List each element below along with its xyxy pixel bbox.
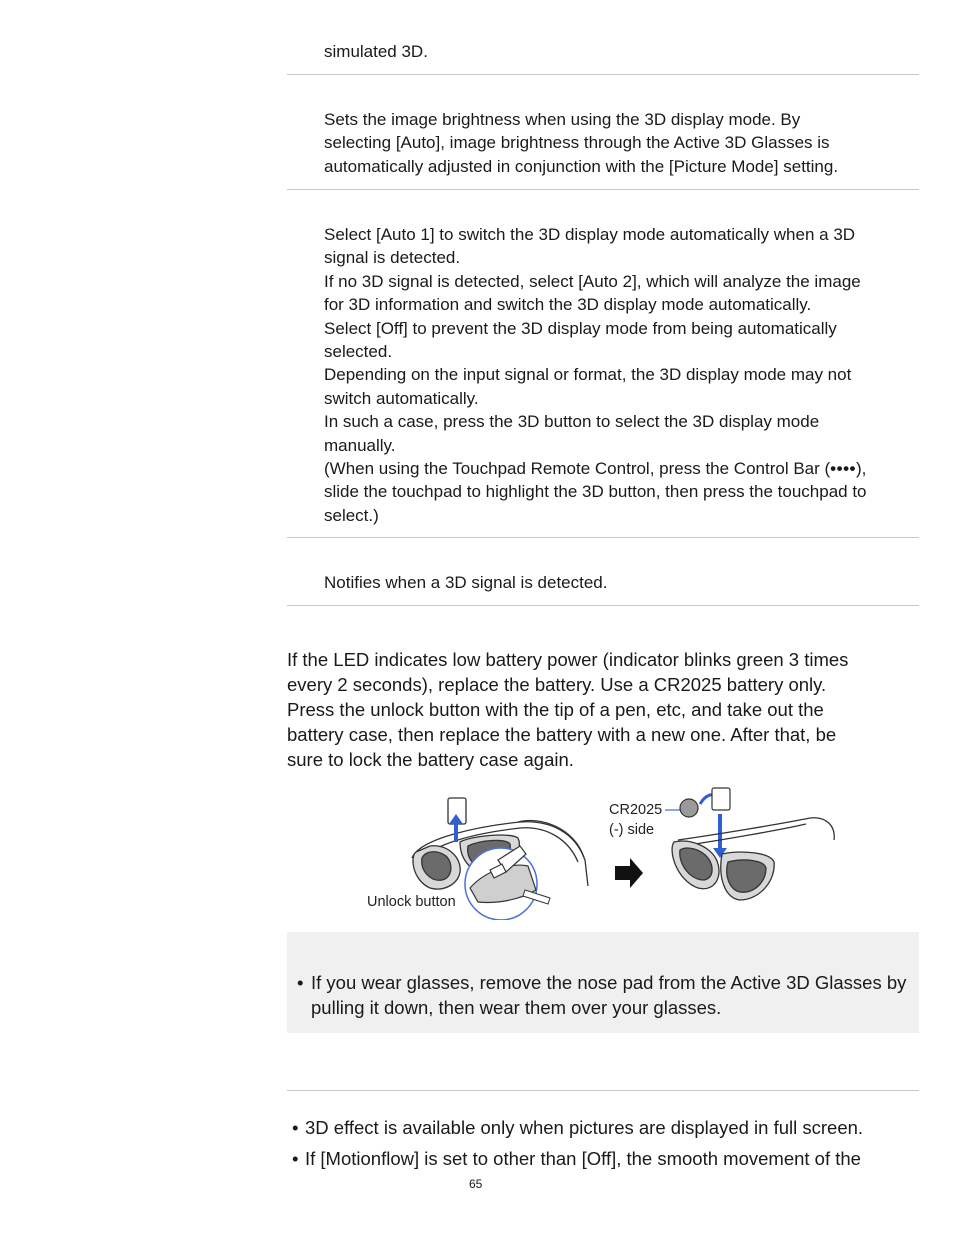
touchpad-text-pre: (When using the Touchpad Remote Control, press the Control Bar ( xyxy=(324,459,831,479)
description-line: for 3D information and switch the 3D display mode automatically. xyxy=(324,295,812,315)
description-line: If no 3D signal is detected, select [Auto 2], which will analyze the image xyxy=(324,271,861,291)
battery-line: every 2 seconds), replace the battery. Use a CR2025 battery only. xyxy=(287,674,827,695)
description-line: slide the touchpad to highlight the 3D button, then press the touchpad to xyxy=(324,482,867,502)
setting-description-brightness xyxy=(324,108,924,178)
description-line: In such a case, press the 3D button to select the 3D display mode xyxy=(324,412,820,432)
battery-case-icon xyxy=(712,788,730,810)
description-line: simulated 3D. xyxy=(324,42,428,61)
battery-line: Press the unlock button with the tip of a pen, etc, and take out the xyxy=(287,699,824,720)
battery-side-label: (-) side xyxy=(609,822,655,838)
battery-line: sure to lock the battery case again. xyxy=(287,749,574,770)
description-line: Select [Auto 1] to switch the 3D display mode automatically when a 3D xyxy=(324,225,856,244)
description-line: Depending on the input signal or format, the 3D display mode may not xyxy=(324,365,852,385)
description-line: signal is detected. xyxy=(324,248,461,268)
divider xyxy=(287,189,919,190)
battery-instructions xyxy=(287,647,927,772)
battery-line: If the LED indicates low battery power (indicator blinks green 3 times xyxy=(287,649,849,670)
description-line-touchpad xyxy=(324,457,924,480)
description-line: Select [Off] to prevent the 3D display mode from being automatically xyxy=(324,318,837,338)
page-number: 65 xyxy=(469,1177,483,1191)
setting-description-auto-3d xyxy=(324,223,924,527)
glasses-right-image xyxy=(672,818,834,900)
note-item xyxy=(292,1146,922,1171)
tip-item xyxy=(297,970,917,1020)
description-line: Notifies when a 3D signal is detected. xyxy=(324,573,608,592)
battery-type-label: CR2025 xyxy=(609,802,663,818)
description-line: switch automatically. xyxy=(324,388,479,408)
touchpad-text-post: ), xyxy=(855,459,867,479)
note-item xyxy=(292,1115,922,1140)
bullet-icon: • xyxy=(292,1148,299,1169)
description-line: automatically adjusted in conjunction with the [Picture Mode] setting. xyxy=(324,156,839,176)
setting-description-simulated xyxy=(324,40,924,63)
divider xyxy=(287,537,919,538)
description-line: select.) xyxy=(324,505,379,525)
divider xyxy=(287,605,919,606)
bullet-icon: • xyxy=(297,972,304,993)
unlock-button-label: Unlock button xyxy=(367,894,456,910)
description-line: selected. xyxy=(324,342,393,362)
bullet-icon: • xyxy=(292,1117,299,1138)
description-line: manually. xyxy=(324,435,396,455)
tip-line: If you wear glasses, remove the nose pad from the Active 3D Glasses by xyxy=(311,972,907,993)
note-text: If [Motionflow] is set to other than [Off], the smooth movement of the xyxy=(305,1148,861,1169)
description-line: Sets the image brightness when using the 3D display mode. By xyxy=(324,110,801,129)
battery-replacement-illustration xyxy=(360,780,850,920)
divider xyxy=(287,1090,919,1091)
battery-line: battery case, then replace the battery with a new one. After that, be xyxy=(287,724,837,745)
coin-battery-icon xyxy=(680,799,698,817)
next-step-arrow-icon xyxy=(615,858,643,888)
note-text: 3D effect is available only when pictures are displayed in full screen. xyxy=(305,1117,864,1138)
divider xyxy=(287,74,919,75)
control-bar-icon: •••• xyxy=(830,459,856,479)
setting-description-notification xyxy=(324,571,924,594)
description-line: selecting [Auto], image brightness through the Active 3D Glasses is xyxy=(324,133,830,153)
tip-line: pulling it down, then wear them over your glasses. xyxy=(311,997,722,1018)
